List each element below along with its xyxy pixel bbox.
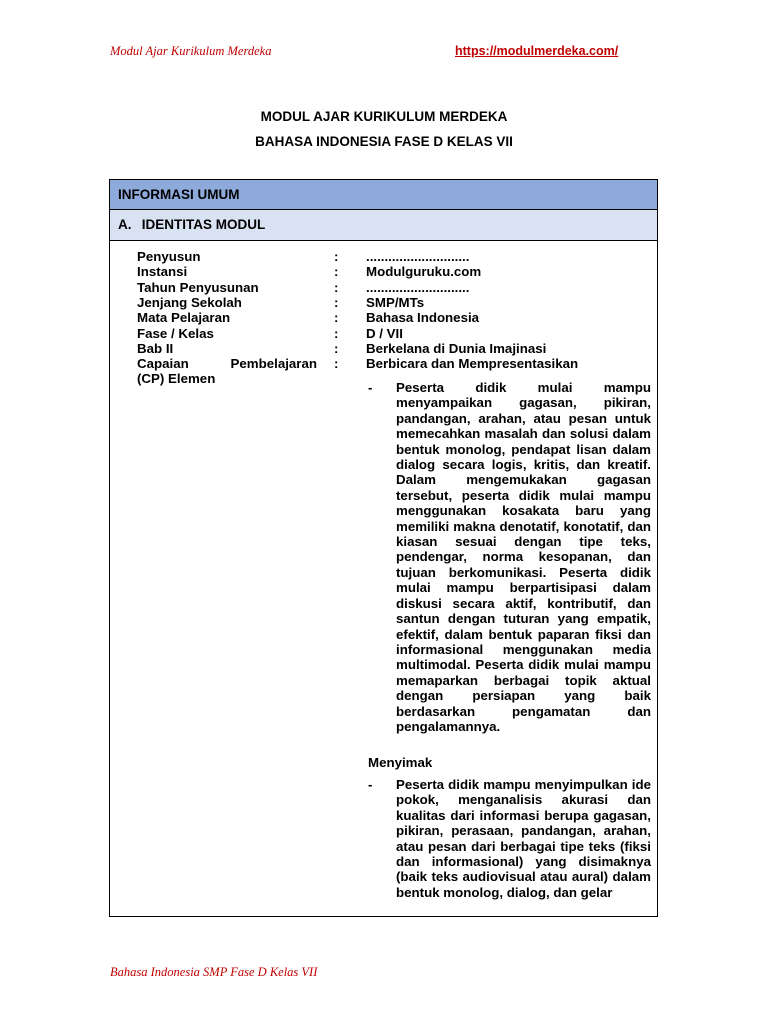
section-header: INFORMASI UMUM — [110, 180, 657, 210]
bullet-dash: - — [368, 380, 373, 395]
field-colon: : — [334, 279, 339, 295]
header-left-text: Modul Ajar Kurikulum Merdeka — [110, 44, 272, 58]
field-value: ............................ — [366, 249, 470, 264]
field-colon: : — [334, 249, 339, 264]
field-colon: : — [334, 340, 339, 356]
cp-label: Capaian Pembelajaran — [137, 356, 317, 372]
subsection-number: A. — [118, 217, 132, 232]
footer-text: Bahasa Indonesia SMP Fase D Kelas VII — [110, 965, 318, 979]
field-label: Jenjang Sekolah — [137, 294, 242, 310]
field-value: Bahasa Indonesia — [366, 310, 480, 326]
field-colon: : — [334, 310, 339, 326]
field-label: Bab II — [137, 340, 174, 356]
cp-label-cont: (CP) Elemen — [137, 371, 216, 387]
cp-paragraph-menyimak: Peserta didik mampu menyimpulkan ide pokok, menganalisis akurasi dan kualitas dari informasi berupa gagasan, pikiran, perasaan, pandangan, arahan, atau pesan dari berbagai tipe teks (fiksi dan informasional) yang disimaknya (baik teks audiovisual atau aural) dalam bentuk monolog, dialog, dan gelar — [396, 777, 651, 900]
field-label: Fase / Kelas — [137, 325, 214, 341]
field-colon: : — [334, 325, 339, 341]
field-value: ............................ — [366, 279, 470, 295]
page-title: MODUL AJAR KURIKULUM MERDEKA — [260, 109, 508, 124]
field-value: Berkelana di Dunia Imajinasi — [366, 340, 547, 356]
field-value: D / VII — [366, 325, 403, 341]
subsection-label: IDENTITAS MODUL — [141, 217, 266, 232]
field-label: Instansi — [137, 264, 188, 280]
field-label: Tahun Penyusunan — [137, 279, 259, 295]
field-colon: : — [334, 356, 339, 372]
field-label: Penyusun — [137, 249, 201, 264]
header-link[interactable]: https://modulmerdeka.com/ — [455, 44, 619, 58]
subheading-menyimak: Menyimak — [368, 755, 433, 770]
page-subtitle: BAHASA INDONESIA FASE D KELAS VII — [255, 134, 513, 149]
bullet-dash: - — [368, 777, 373, 792]
cp-element: Berbicara dan Mempresentasikan — [366, 356, 579, 372]
field-colon: : — [334, 264, 339, 280]
field-value: Modulguruku.com — [366, 264, 482, 280]
field-label: Mata Pelajaran — [137, 310, 231, 326]
field-value: SMP/MTs — [366, 294, 425, 310]
info-table — [109, 179, 658, 917]
field-colon: : — [334, 294, 339, 310]
subsection-header — [110, 210, 657, 241]
cp-paragraph-berbicara: Peserta didik mulai mampu menyampaikan gagasan, pikiran, pandangan, arahan, atau pesan untuk memecahkan masalah dan solusi dalam bentuk monolog, pendapat lisan dalam dialog secara logis, kritis, dan kreatif. Dalam mengemukakan gagasan tersebut, peserta didik mulai mampu menggunakan kosakata baru yang memiliki makna denotatif, konotatif, dan kiasan sesuai dengan tipe teks, pendengar, norma kesopanan, dan tujuan berkomunikasi. Peserta didik mulai mampu berpartisipasi dalam diskusi secara aktif, kontributif, dan santun dengan tuturan yang empatik, efektif, dalam bentuk paparan fiksi dan informasional menggunakan media multimodal. Peserta didik mulai mampu memaparkan berbagai topik aktual dengan persiapan yang baik berdasarkan pengamatan dan pengalamannya. — [396, 380, 651, 734]
